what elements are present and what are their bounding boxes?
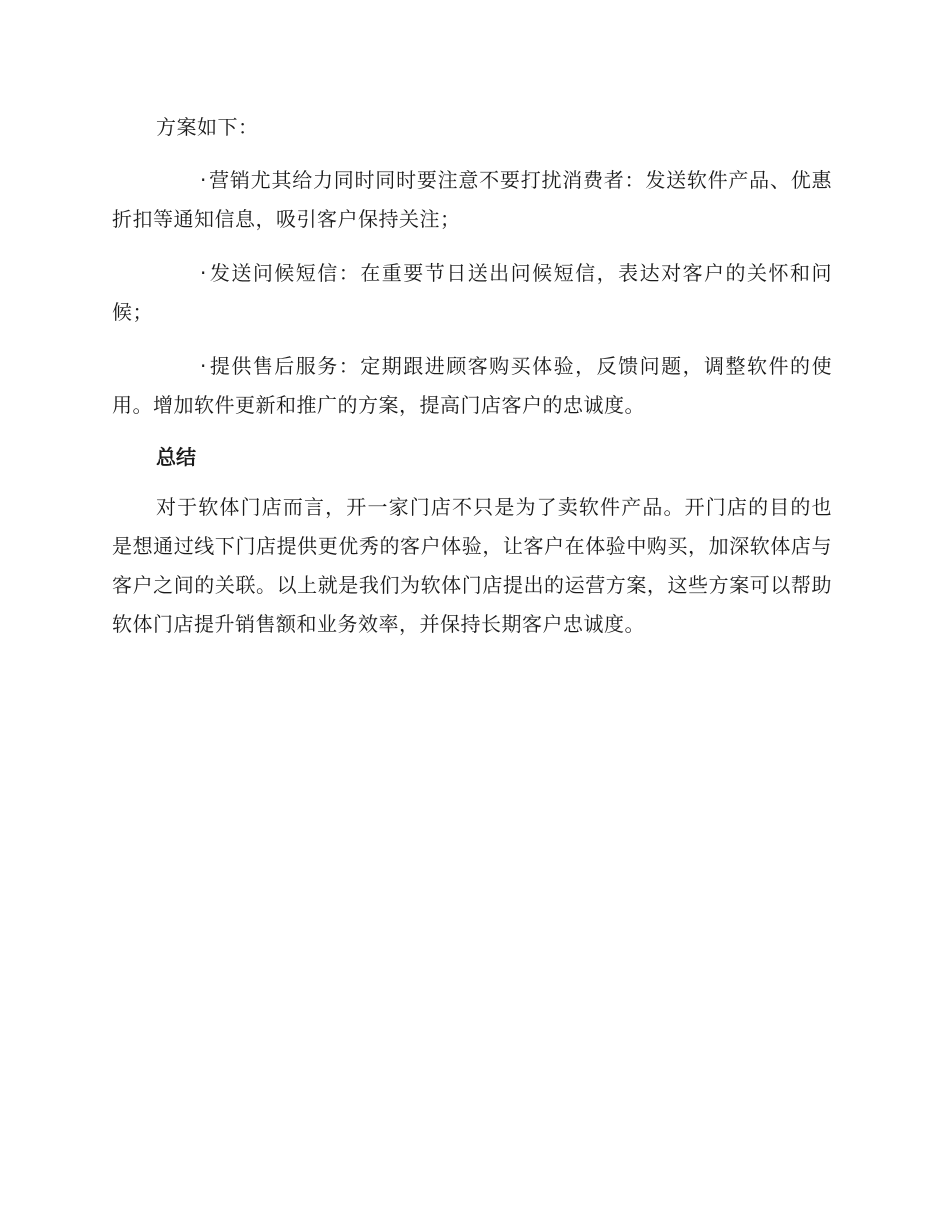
bullet-text: 发送问候短信：在重要节日送出问候短信，表达对客户的关怀和问候； [112,261,832,324]
bullet-marker: · [200,261,207,285]
summary-paragraph: 对于软体门店而言，开一家门店不只是为了卖软件产品。开门店的目的也是想通过线下门店提供更优秀的客户体验，让客户在体验中购买，加深软体店与客户之间的关联。以上就是我们为软体门店提出的运营方案，这些方案可以帮助软体门店提升销售额和业务效率，并保持长期客户忠诚度。 [112,495,832,636]
bullet-item-after-sales [112,347,832,425]
bullet-item-greetings [112,254,832,332]
bullet-marker: · [200,168,207,192]
document-page [112,108,832,644]
bullet-text: 提供售后服务：定期跟进顾客购买体验，反馈问题，调整软件的使用。增加软件更新和推广的方案，提高门店客户的忠诚度。 [112,354,832,417]
summary-heading: 总结 [156,445,196,469]
bullet-item-notifications [112,161,832,239]
bullet-text: 营销尤其给力同时同时要注意不要打扰消费者：发送软件产品、优惠折扣等通知信息，吸引客户保持关注； [112,168,832,231]
intro-paragraph: 方案如下： [156,115,259,139]
bullet-marker: · [200,354,207,378]
